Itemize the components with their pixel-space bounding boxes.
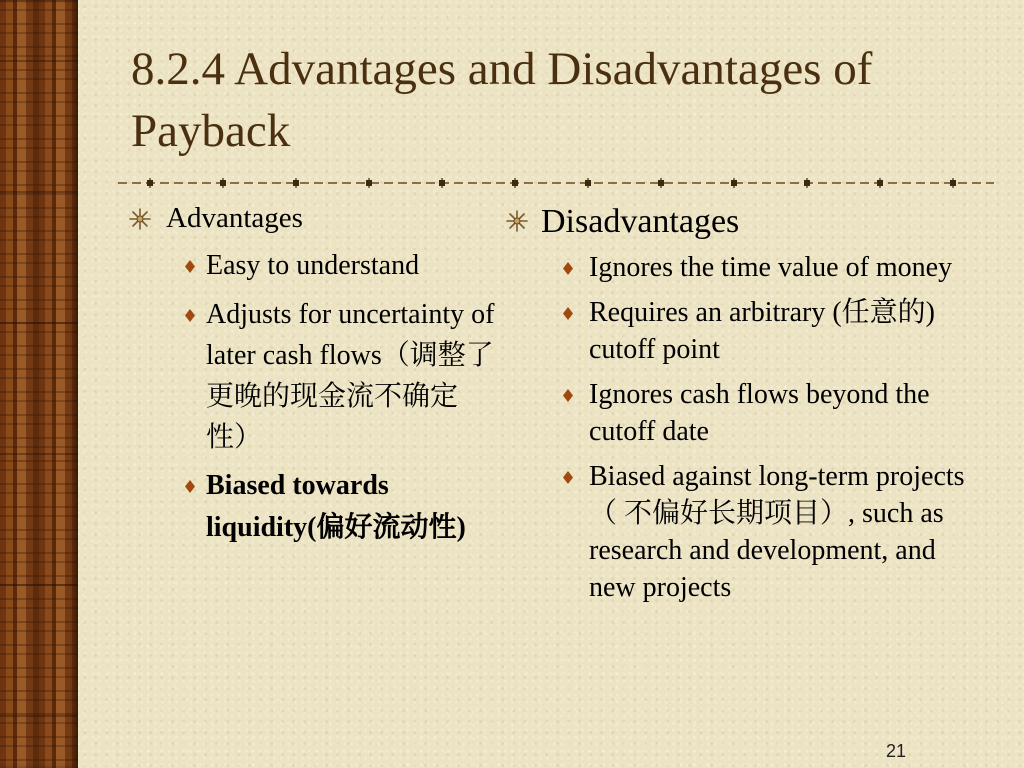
starburst-icon [128,207,152,231]
divider-marker [804,178,810,188]
list-item [563,249,975,286]
divider-marker [950,178,956,188]
decorative-wood-border [0,0,78,768]
list-item [188,245,498,287]
list-item [563,458,975,606]
advantages-heading-row [128,200,498,236]
advantage-text: Easy to understand [206,250,420,281]
page-number: 21 [885,741,906,761]
advantages-column [128,200,498,556]
starburst-icon [505,209,529,233]
list-item [188,465,498,549]
divider-marker [220,178,226,188]
disadvantage-text: Ignores the time value of money [589,252,953,283]
diamond-icon [563,262,573,275]
disadvantages-column [505,200,975,614]
divider-marker [439,178,445,188]
disadvantage-text: Biased against long-term projects（ 不偏好长期项目）, such as research and development, and new projects [589,461,965,603]
divider-marker [366,178,372,188]
list-item [563,294,975,368]
diamond-icon [563,471,573,484]
divider-marker [658,178,664,188]
diamond-icon [563,307,573,320]
disadvantages-list [563,249,975,606]
disadvantage-text: Ignores cash flows beyond the cutoff date [589,379,930,447]
divider-marker [731,178,737,188]
diamond-icon [185,480,195,493]
divider-marker [147,178,153,188]
advantages-list [188,245,498,549]
diamond-icon [563,389,573,402]
divider-marker [512,178,518,188]
advantage-text: Adjusts for uncertainty of later cash flows（调整了更晚的现金流不确定性） [206,299,495,453]
disadvantages-heading: Disadvantages [541,203,740,240]
disadvantage-text: Requires an arbitrary (任意的) cutoff point [589,297,935,365]
list-item [188,294,498,458]
advantages-heading: Advantages [166,202,303,234]
slide-title: 8.2.4 Advantages and Disadvantages of Payback [131,43,873,157]
divider-marker [877,178,883,188]
divider-marker [585,178,591,188]
diamond-icon [185,260,195,273]
advantage-text: Biased towards liquidity(偏好流动性) [206,470,466,543]
disadvantages-heading-row [505,200,975,244]
decorative-divider [118,176,994,190]
diamond-icon [185,309,195,322]
divider-marker [293,178,299,188]
list-item [563,376,975,450]
